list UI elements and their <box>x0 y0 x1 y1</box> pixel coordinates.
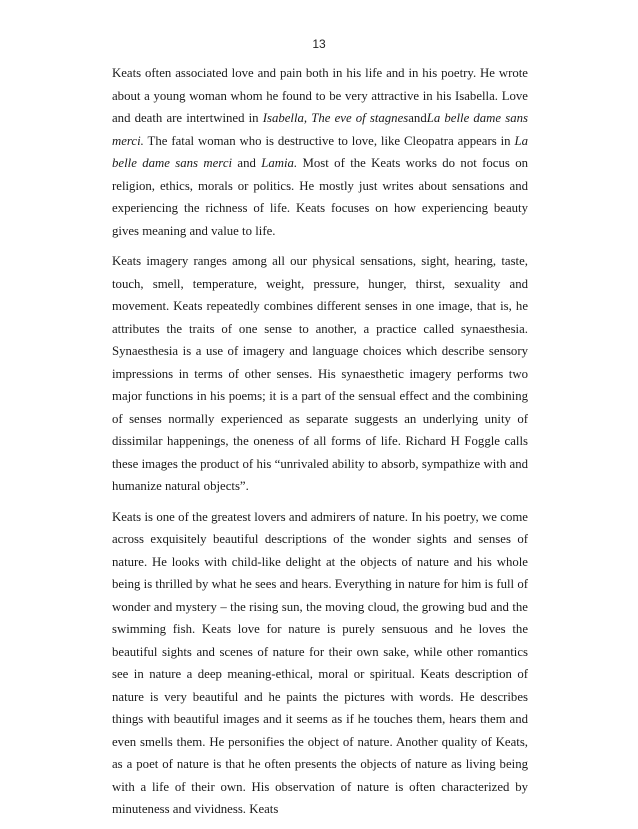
text-run: Most of the Keats works do not focus on religion, ethics, morals or politics. He mostly just writes about sensations and experiencing the richness of life. Keats focuses on how experiencing beauty gives meaning and value to life. <box>112 156 528 238</box>
text-run: Keats is one of the greatest lovers and admirers of nature. In his poetry, we come across exquisitely beautiful descriptions of the wonder sights and senses of nature. He looks with child-like delight at the objects of nature and his whole being is thrilled by what he sees and hears. Everything in nature for him is full of wonder and mystery – the rising sun, the moving cloud, the growing bud and the swimming fish. Keats love for nature is purely sensuous and he loves the beautiful sights and scenes of nature for their own sake, while other romantics see in nature a deep meaning-ethical, moral or spiritual. Keats description of nature is very beautiful and he paints the pictures with words. He describes things with beautiful images and it seems as if he touches them, hears them and even smells them. He personifies the object of nature. Another quality of Keats, as a poet of nature is that he often presents the objects of nature as living being with a life of their own. His observation of nature is often characterized by minuteness and vividness. Keats <box>112 509 528 816</box>
body-text <box>112 62 528 829</box>
italic-title: La belle dame sans merci <box>112 133 528 170</box>
page-number: 13 <box>312 37 326 51</box>
italic-title: Isabella, The eve of stagnes <box>262 111 409 125</box>
paragraph-love-and-pain <box>112 62 528 242</box>
paragraph-nature <box>112 506 528 821</box>
italic-title: La belle dame sans merci. <box>112 111 528 148</box>
paragraph-imagery-synaesthesia <box>112 250 528 498</box>
italic-title: Lamia. <box>261 156 298 170</box>
text-run: and <box>232 156 262 170</box>
text-run: and <box>408 111 427 125</box>
text-run: Keats imagery ranges among all our physical sensations, sight, hearing, taste, touch, smell, temperature, weight, pressure, hunger, thirst, sexuality and movement. Keats repeatedly combines different senses in one image, that is, he attributes the traits of one sense to another, a practice called synaesthesia. Synaesthesia is a use of imagery and language choices which describe sensory impressions in terms of other senses. His synaesthetic imagery performs two major functions in his poems; it is a part of the sensual effect and the combining of senses normally experienced as separate suggests an underlying unity of dissimilar happenings, the oneness of all forms of life. Richard H Foggle calls these images the product of his “unrivaled ability to absorb, sympathize with and humanize natural objects”. <box>112 254 528 493</box>
text-run: Keats often associated love and pain both in his life and in his poetry. He wrote about a young woman whom he found to be very attractive in his Isabella. Love and death are intertwined in <box>112 66 528 125</box>
text-run: The fatal woman who is destructive to love, like Cleopatra appears in <box>143 133 515 148</box>
